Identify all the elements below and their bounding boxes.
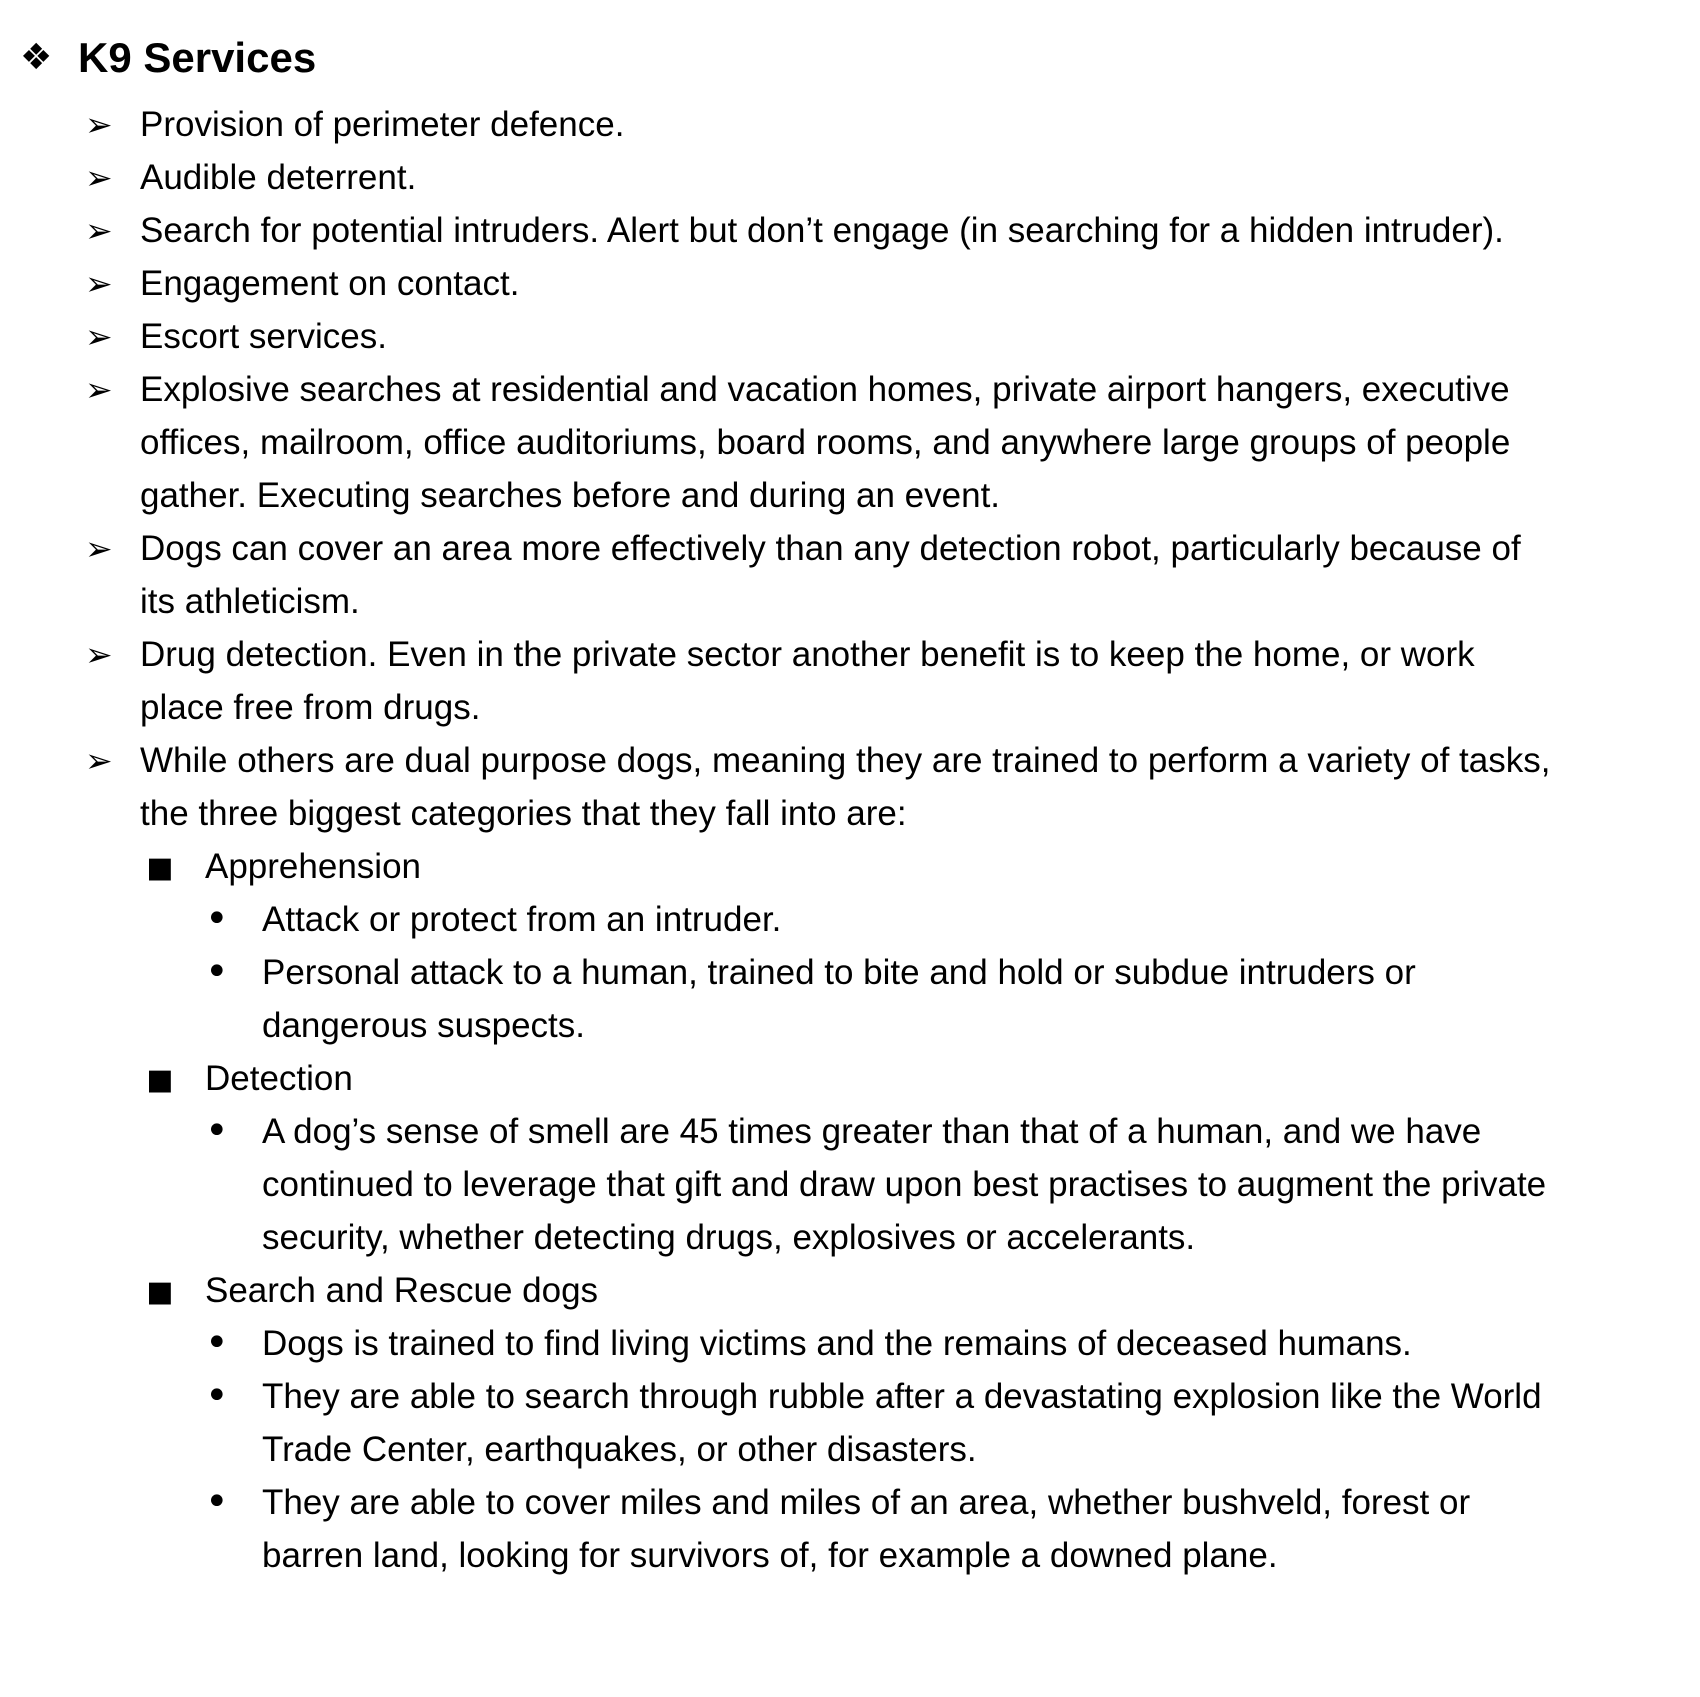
arrow-bullet-icon: ➢ <box>85 635 113 674</box>
dot-bullet-icon: • <box>205 1108 229 1154</box>
item-text: Drug detection. Even in the private sector another benefit is to keep the home, or work place free from drugs. <box>140 635 1475 727</box>
list-item <box>205 1476 1560 1582</box>
list-item <box>205 946 1560 1052</box>
list-item <box>205 1105 1560 1264</box>
arrow-bullet-icon: ➢ <box>85 211 113 250</box>
dot-bullet-icon: • <box>205 949 229 995</box>
list-item <box>85 522 1560 628</box>
list-item <box>205 1370 1560 1476</box>
list-item <box>85 98 1560 151</box>
diamond-bullet-icon: ❖ <box>20 37 53 78</box>
list-item <box>145 1052 1560 1105</box>
item-text: They are able to search through rubble after a devastating explosion like the World Trade Center, earthquakes, or other disasters. <box>262 1377 1542 1469</box>
dot-bullet-icon: • <box>205 1373 229 1419</box>
item-text: Engagement on contact. <box>140 264 520 303</box>
arrow-bullet-icon: ➢ <box>85 317 113 356</box>
dot-bullet-icon: • <box>205 896 229 942</box>
item-text: They are able to cover miles and miles of an area, whether bushveld, forest or barren land, looking for survivors of, for example a downed plane. <box>262 1483 1471 1575</box>
square-bullet-icon: ▪ <box>145 1053 175 1104</box>
arrow-bullet-icon: ➢ <box>85 370 113 409</box>
item-text: Explosive searches at residential and vacation homes, private airport hangers, executive offices, mailroom, office auditoriums, board rooms, and anywhere large groups of people gather. Executing searches before and during an event. <box>140 370 1511 515</box>
section-heading-text: K9 Services <box>78 34 317 81</box>
list-item <box>85 151 1560 204</box>
item-text: Audible deterrent. <box>140 158 417 197</box>
dot-bullet-icon: • <box>205 1320 229 1366</box>
item-text: Dogs can cover an area more effectively than any detection robot, particularly because of its athleticism. <box>140 529 1521 621</box>
square-bullet-icon: ▪ <box>145 841 175 892</box>
item-text: Personal attack to a human, trained to bite and hold or subdue intruders or dangerous suspects. <box>262 953 1416 1045</box>
list-item <box>145 1264 1560 1317</box>
arrow-bullet-icon: ➢ <box>85 158 113 197</box>
list-item <box>205 1317 1560 1370</box>
list-item <box>85 204 1560 257</box>
item-text: Search and Rescue dogs <box>205 1271 599 1310</box>
item-text: Search for potential intruders. Alert but don’t engage (in searching for a hidden intruder). <box>140 211 1504 250</box>
item-text: A dog’s sense of smell are 45 times greater than that of a human, and we have continued to leverage that gift and draw upon best practises to augment the private security, whether detecting drugs, explosives or accelerants. <box>262 1112 1547 1257</box>
list-item <box>205 893 1560 946</box>
list-item <box>145 840 1560 893</box>
arrow-bullet-icon: ➢ <box>85 264 113 303</box>
arrow-bullet-icon: ➢ <box>85 529 113 568</box>
square-bullet-icon: ▪ <box>145 1265 175 1316</box>
list-item <box>85 310 1560 363</box>
arrow-bullet-icon: ➢ <box>85 105 113 144</box>
dot-bullet-icon: • <box>205 1479 229 1525</box>
arrow-bullet-icon: ➢ <box>85 741 113 780</box>
item-text: Provision of perimeter defence. <box>140 105 625 144</box>
item-text: Detection <box>205 1059 353 1098</box>
item-text: Escort services. <box>140 317 387 356</box>
item-text: Attack or protect from an intruder. <box>262 900 782 939</box>
list-item <box>85 734 1560 840</box>
list-item <box>85 257 1560 310</box>
item-text: While others are dual purpose dogs, meaning they are trained to perform a variety of tasks, the three biggest categories that they fall into are: <box>140 741 1551 833</box>
list-item <box>85 363 1560 522</box>
section-heading <box>20 30 1560 86</box>
list-item <box>85 628 1560 734</box>
item-text: Dogs is trained to find living victims and the remains of deceased humans. <box>262 1324 1412 1363</box>
item-text: Apprehension <box>205 847 421 886</box>
